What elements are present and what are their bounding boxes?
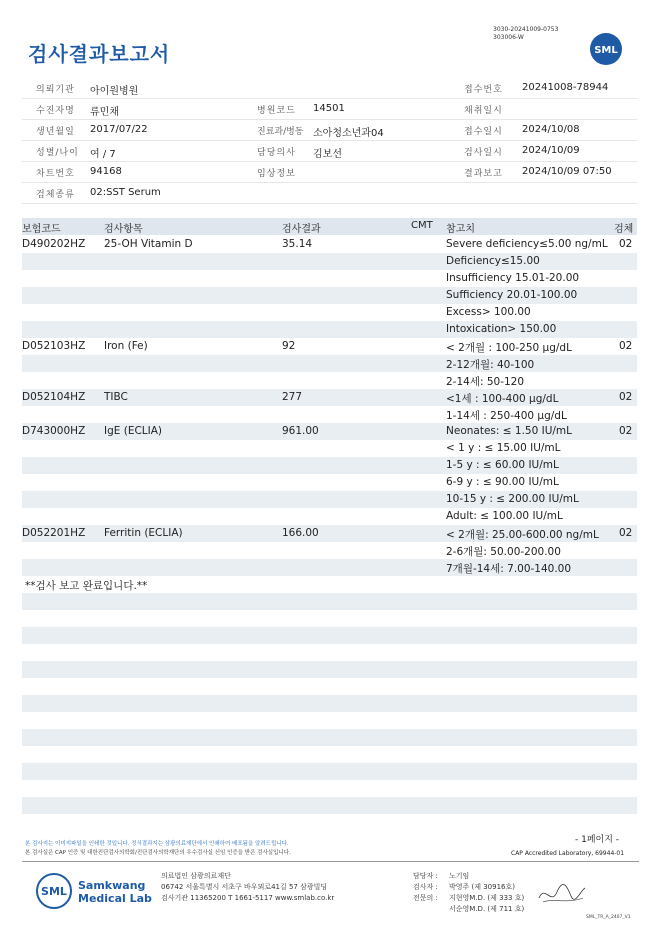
table-row bbox=[22, 695, 637, 712]
table-row bbox=[22, 287, 637, 304]
table-row bbox=[22, 678, 637, 695]
sml-logo-icon bbox=[35, 872, 73, 910]
table-row bbox=[22, 270, 637, 287]
insurance-code: D490202HZ bbox=[22, 238, 86, 250]
department: 소아청소년과04 bbox=[313, 128, 384, 139]
table-row bbox=[22, 576, 637, 593]
staff-list: 담당자 : 노기임 검사자 : 박영주 (제 30916호) 전문의 : 지현영M.D. (제 333 호) 서순영M.D. (제 711 호) bbox=[413, 872, 525, 913]
insurance-code: D743000HZ bbox=[22, 425, 86, 437]
reference-range: Severe deficiency≤5.00 ng/mL bbox=[446, 238, 608, 250]
table-row bbox=[22, 627, 637, 644]
insurance-code: D052104HZ bbox=[22, 391, 86, 403]
svg-text:SML: SML bbox=[41, 885, 67, 898]
info-row: 차트번호 94168 임상정보 결과보고 2024/10/09 07:50 bbox=[22, 162, 637, 183]
test-result: 35.14 bbox=[282, 238, 313, 250]
reference-range: < 2개월 : 100-250 μg/dL bbox=[446, 342, 572, 354]
page-number: - 1페이지 - bbox=[575, 835, 620, 845]
table-row bbox=[22, 321, 637, 338]
specimen-code: 02 bbox=[619, 238, 633, 250]
reference-range: Neonates: ≤ 1.50 IU/mL bbox=[446, 425, 572, 437]
test-name: Ferritin (ECLIA) bbox=[104, 527, 183, 539]
table-row bbox=[22, 525, 637, 542]
test-result: 961.00 bbox=[282, 425, 319, 437]
test-result: 277 bbox=[282, 391, 303, 403]
table-row bbox=[22, 406, 637, 423]
reference-range: 1-5 y : ≤ 60.00 IU/mL bbox=[446, 459, 559, 471]
birth-date: 2017/07/22 bbox=[90, 124, 148, 135]
test-date: 2024/10/09 bbox=[522, 145, 580, 156]
cap-accreditation: CAP Accredited Laboratory, 69944-01 bbox=[511, 850, 625, 857]
table-row bbox=[22, 593, 637, 610]
receipt-date: 2024/10/08 bbox=[522, 124, 580, 135]
reference-range: Deficiency≤15.00 bbox=[446, 255, 540, 267]
reference-range: 10-15 y : ≤ 200.00 IU/mL bbox=[446, 493, 579, 505]
test-result: 92 bbox=[282, 340, 296, 352]
table-row bbox=[22, 355, 637, 372]
test-name: IgE (ECLIA) bbox=[104, 425, 163, 437]
hospital-name: 아이원병원 bbox=[90, 86, 139, 97]
table-row bbox=[22, 491, 637, 508]
chart-number: 94168 bbox=[90, 166, 122, 177]
table-row bbox=[22, 661, 637, 678]
specimen-type: 02:SST Serum bbox=[90, 187, 161, 198]
table-row bbox=[22, 729, 637, 746]
report-title: 검사결과보고서 bbox=[28, 42, 171, 66]
reference-range: Intoxication> 150.00 bbox=[446, 323, 557, 335]
reference-range: Insufficiency 15.01-20.00 bbox=[446, 272, 580, 284]
results-table bbox=[22, 236, 637, 814]
insurance-code: **검사 보고 완료입니다.** bbox=[25, 580, 148, 592]
specimen-code: 02 bbox=[619, 425, 633, 437]
svg-text:SML: SML bbox=[594, 45, 618, 56]
table-row bbox=[22, 542, 637, 559]
reference-range: 2-12개월: 40-100 bbox=[446, 359, 535, 371]
reference-range: Sufficiency 20.01-100.00 bbox=[446, 289, 578, 301]
reference-range: < 2개월: 25.00-600.00 ng/mL bbox=[446, 529, 599, 541]
table-row bbox=[22, 338, 637, 355]
info-row: 수진자명 류민채 병원코드 14501 채취일시 bbox=[22, 99, 637, 120]
table-row bbox=[22, 423, 637, 440]
reference-range: 2-14세: 50-120 bbox=[446, 376, 525, 388]
specimen-code: 02 bbox=[619, 527, 633, 539]
info-row: 생년월일 2017/07/22 진료과/병동 소아청소년과04 접수일시 2024/10/08 bbox=[22, 120, 637, 141]
insurance-code: D052201HZ bbox=[22, 527, 86, 539]
test-name: TIBC bbox=[104, 391, 128, 403]
reference-range: Adult: ≤ 100.00 IU/mL bbox=[446, 510, 563, 522]
table-row bbox=[22, 508, 637, 525]
lab-address: 의료법인 삼광의료재단 06742 서울특별시 서초구 바우뫼로41길 57 삼광빌딩 검사기관 11365200 T 1661-5117 www.smlab.co.kr bbox=[161, 872, 335, 902]
brand-name: Samkwang Medical Lab bbox=[78, 879, 152, 905]
table-row bbox=[22, 780, 637, 797]
doctor-name: 김보선 bbox=[313, 149, 342, 160]
test-result: 166.00 bbox=[282, 527, 319, 539]
table-row bbox=[22, 474, 637, 491]
table-row bbox=[22, 304, 637, 321]
insurance-code: D052103HZ bbox=[22, 340, 86, 352]
reference-range: 2-6개월: 50.00-200.00 bbox=[446, 546, 561, 558]
table-row bbox=[22, 763, 637, 780]
document-id: 3030-20241009-0753 303006-W bbox=[493, 26, 559, 41]
footnote: 본 검사지는 이미지파일을 인쇄한 것입니다. 정식결과지는 삼광의료재단에서 인쇄하여 배포됨을 알려드립니다. 본 검사실은 CAP 인증 및 대한진단검사의학회/진단검사의학재단의 우수검사실 신임 인증을 받은 검사실입니다. bbox=[25, 841, 291, 856]
table-row bbox=[22, 440, 637, 457]
results-table-header: 보험코드 검사항목 검사결과 CMT 참고치 검체 bbox=[22, 218, 637, 235]
reference-range: < 1 y : ≤ 15.00 IU/mL bbox=[446, 442, 561, 454]
info-row: 의뢰기관 아이원병원 접수번호 20241008-78944 bbox=[22, 78, 637, 99]
reference-range: 6-9 y : ≤ 90.00 IU/mL bbox=[446, 476, 559, 488]
patient-info bbox=[22, 78, 637, 204]
table-row bbox=[22, 559, 637, 576]
reference-range: Excess> 100.00 bbox=[446, 306, 531, 318]
table-row bbox=[22, 610, 637, 627]
reference-range: <1세 : 100-400 μg/dL bbox=[446, 393, 559, 405]
sex-age: 여 / 7 bbox=[90, 149, 116, 160]
table-row bbox=[22, 253, 637, 270]
specimen-code: 02 bbox=[619, 391, 633, 403]
test-name: Iron (Fe) bbox=[104, 340, 148, 352]
table-row bbox=[22, 746, 637, 763]
table-row bbox=[22, 372, 637, 389]
table-row bbox=[22, 644, 637, 661]
form-version: SML_TR_A_2407_V1 bbox=[586, 915, 631, 920]
table-row bbox=[22, 797, 637, 814]
table-row bbox=[22, 712, 637, 729]
patient-name: 류민채 bbox=[90, 107, 119, 118]
test-name: 25-OH Vitamin D bbox=[104, 238, 193, 250]
info-row: 검체종류 02:SST Serum bbox=[22, 183, 637, 204]
sml-logo-icon bbox=[589, 32, 623, 66]
table-row bbox=[22, 389, 637, 406]
divider bbox=[22, 861, 639, 862]
reference-range: 1-14세 : 250-400 μg/dL bbox=[446, 410, 567, 422]
reference-range: 7개월-14세: 7.00-140.00 bbox=[446, 563, 572, 575]
signature-icon bbox=[537, 880, 587, 908]
table-row bbox=[22, 236, 637, 253]
info-row: 성별/나이 여 / 7 담당의사 김보선 검사일시 2024/10/09 bbox=[22, 141, 637, 162]
receipt-number: 20241008-78944 bbox=[522, 82, 609, 93]
report-date: 2024/10/09 07:50 bbox=[522, 166, 612, 177]
table-row bbox=[22, 457, 637, 474]
specimen-code: 02 bbox=[619, 340, 633, 352]
hospital-code: 14501 bbox=[313, 103, 345, 114]
